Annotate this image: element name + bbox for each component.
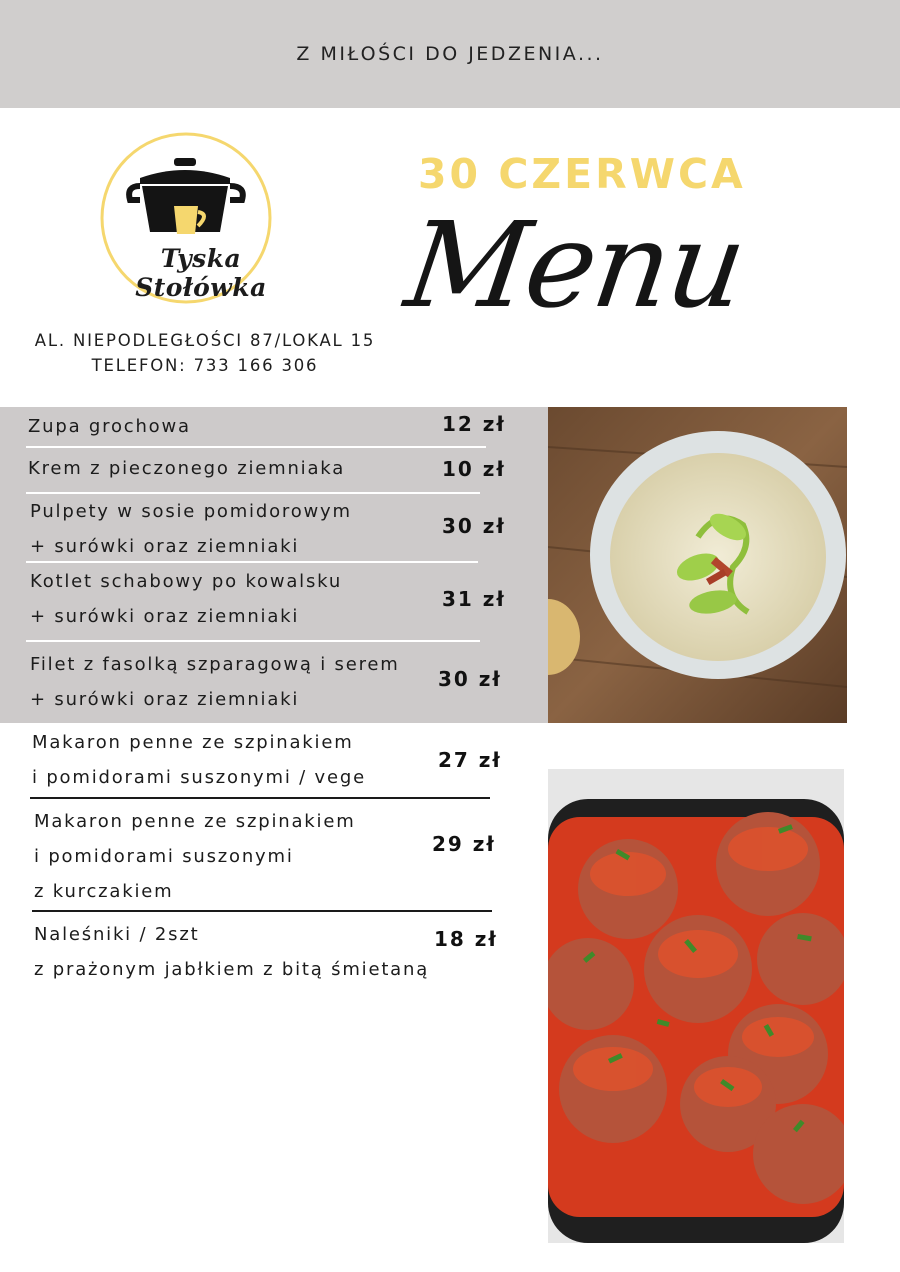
logo-brand-name: Tyska Stołówka [135,244,267,302]
header-bar [0,0,900,108]
menu-item-price: 27 zł [438,748,502,772]
menu-item-5 [30,647,400,717]
menu-item-detail: z prażonym jabłkiem z bitą śmietaną [34,959,430,980]
menu-item-price: 10 zł [442,457,506,481]
menu-item-7 [34,804,356,909]
menu-item-price: 31 zł [442,587,506,611]
menu-item-4 [30,564,342,634]
menu-title: Menu [398,196,753,334]
menu-item-price: 18 zł [434,927,498,951]
menu-item-name: Kotlet schabowy po kowalsku [30,571,343,592]
tagline: Z MIŁOŚCI DO JEDZENIA... [296,43,604,65]
menu-item-name: Filet z fasolką szparagową i serem [30,654,400,675]
menu-item-1 [28,409,191,444]
restaurant-logo [96,126,306,326]
menu-item-price: 30 zł [438,667,502,691]
menu-item-name: Krem z pieczonego ziemniaka [28,458,346,479]
menu-item-name: Makaron penne ze szpinakiem [34,811,356,832]
soup-photo [548,407,847,723]
menu-item-detail: + surówki oraz ziemniaki [30,689,300,710]
menu-item-detail: i pomidorami suszonymi / vege [32,767,366,788]
menu-item-8 [34,917,429,987]
menu-item-detail: z kurczakiem [34,881,174,902]
menu-item-detail: + surówki oraz ziemniaki [30,536,300,557]
menu-item-3 [30,494,352,564]
menu-item-name: Zupa grochowa [28,416,191,437]
menu-item-6 [32,725,366,795]
divider [26,640,480,642]
address-phone: TELEFON: 733 166 306 [91,356,319,375]
divider [26,561,478,563]
menu-date: 30 CZERWCA [418,150,746,198]
divider [30,797,490,799]
menu-item-name: Makaron penne ze szpinakiem [32,732,354,753]
menu-item-price: 12 zł [442,412,506,436]
menu-item-name: Pulpety w sosie pomidorowym [30,501,352,522]
address-street: AL. NIEPODLEGŁOŚCI 87/LOKAL 15 [34,331,376,350]
menu-item-price: 30 zł [442,514,506,538]
address-block [20,328,390,378]
menu-item-price: 29 zł [432,832,496,856]
meatballs-photo [548,769,844,1243]
menu-item-2 [28,451,345,486]
menu-item-detail: + surówki oraz ziemniaki [30,606,300,627]
menu-item-detail: i pomidorami suszonymi [34,846,294,867]
divider [26,446,486,448]
menu-item-name: Naleśniki / 2szt [34,924,200,945]
divider [32,910,492,912]
